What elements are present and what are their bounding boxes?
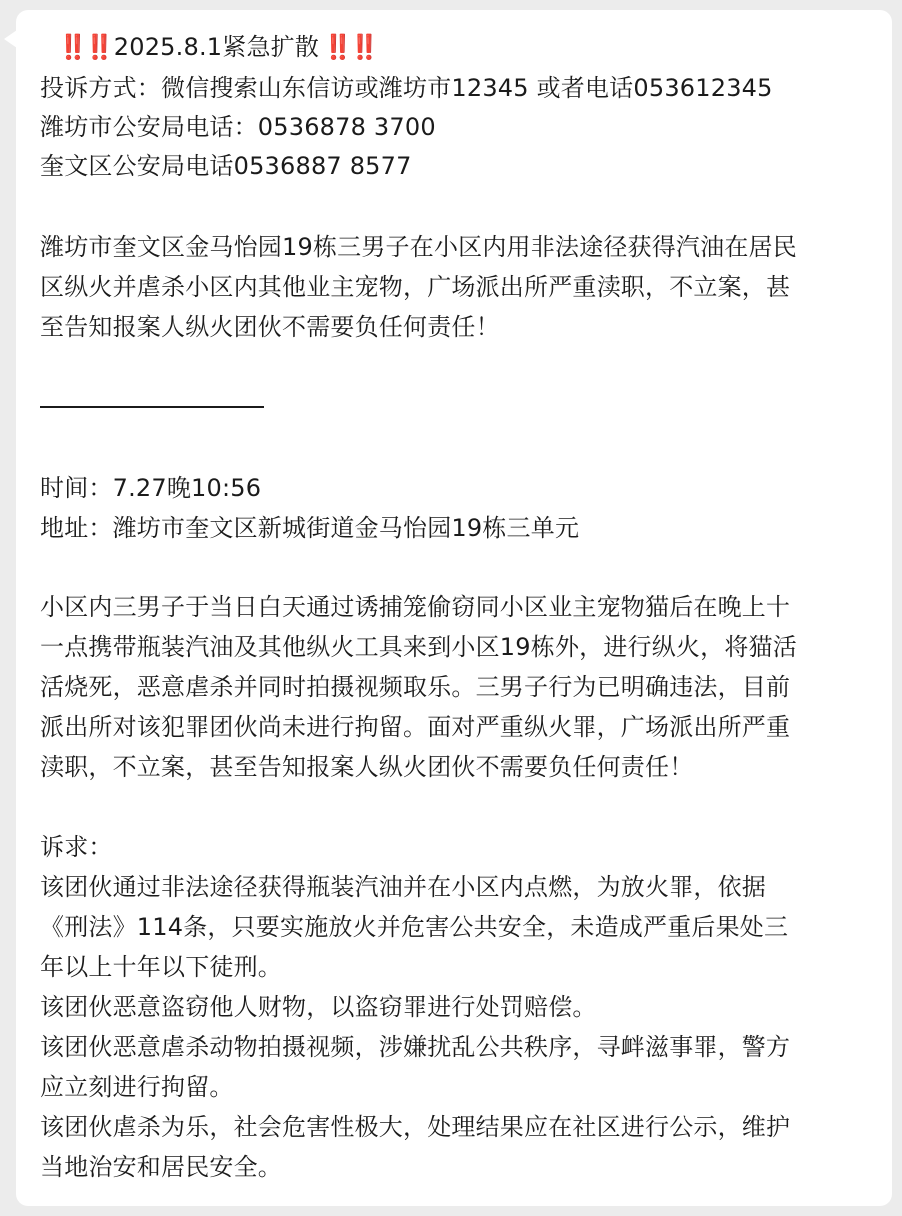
summary-line: 潍坊市奎文区金马怡园19栋三男子在小区内用非法途径获得汽油在居民 — [40, 233, 797, 261]
demand-line: 《刑法》114条，只要实施放火并危害公共安全，未造成严重后果处三 — [40, 913, 789, 941]
demand-line: 年以上十年以下徒刑。 — [40, 953, 282, 981]
demand-line: 该团伙恶意虐杀动物拍摄视频，涉嫌扰乱公共秩序，寻衅滋事罪，警方 — [40, 1033, 791, 1061]
details-line: 活烧死，恶意虐杀并同时拍摄视频取乐。三男子行为已明确违法，目前 — [40, 673, 791, 701]
city-police-phone-text: 潍坊市公安局电话：0536878 3700 — [40, 113, 436, 141]
summary-line: 至告知报案人纵火团伙不需要负任何责任！ — [40, 313, 500, 341]
message-title — [58, 28, 379, 66]
demands-heading: 诉求： — [40, 833, 113, 861]
demand-line: 该团伙虐杀为乐，社会危害性极大，处理结果应在社区进行公示，维护 — [40, 1113, 791, 1141]
demand-line: 该团伙通过非法途径获得瓶装汽油并在小区内点燃，为放火罪，依据 — [40, 873, 766, 901]
incident-time-text: 时间：7.27晚10:56 — [40, 474, 262, 502]
demand-line: 应立刻进行拘留。 — [40, 1073, 234, 1101]
details-line: 一点携带瓶装汽油及其他纵火工具来到小区19栋外，进行纵火，将猫活 — [40, 633, 797, 661]
incident-address-text: 地址：潍坊市奎文区新城街道金马怡园19栋三单元 — [40, 514, 580, 542]
details-line: 派出所对该犯罪团伙尚未进行拘留。面对严重纵火罪，广场派出所严重 — [40, 713, 791, 741]
double-exclamation-icon: ‼️‼️ — [323, 33, 377, 61]
details-line: 小区内三男子于当日白天通过诱捕笼偷窃同小区业主宠物猫后在晚上十 — [40, 593, 791, 621]
demand-line: 当地治安和居民安全。 — [40, 1153, 282, 1181]
title-text: 2025.8.1紧急扩散 — [113, 33, 320, 61]
demand-line: 该团伙恶意盗窃他人财物，以盗窃罪进行处罚赔偿。 — [40, 993, 597, 1021]
details-line: 渎职，不立案，甚至告知报案人纵火团伙不需要负任何责任！ — [40, 753, 694, 781]
double-exclamation-icon: ‼️‼️ — [58, 33, 112, 61]
complaint-channel-text: 投诉方式：微信搜索山东信访或潍坊市12345 或者电话053612345 — [40, 74, 773, 102]
summary-line: 区纵火并虐杀小区内其他业主宠物，广场派出所严重渎职，不立案，甚 — [40, 273, 791, 301]
divider-line — [40, 406, 264, 408]
district-police-phone-text: 奎文区公安局电话0536887 8577 — [40, 152, 412, 180]
